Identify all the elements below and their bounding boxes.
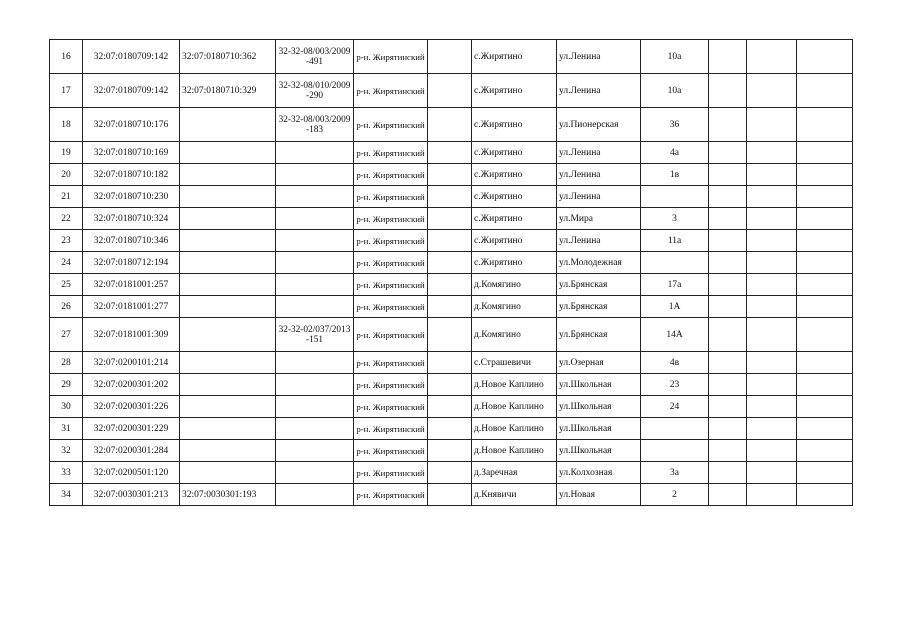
street-cell: ул.Ленина	[557, 186, 641, 208]
row-number-cell: 34	[50, 484, 83, 506]
cadastral-number-cell: 32:07:0200301:229	[83, 418, 180, 440]
empty-cell	[428, 274, 472, 296]
settlement-cell: с.Жирятино	[472, 74, 557, 108]
cadastral-number-cell: 32:07:0180709:142	[83, 40, 180, 74]
table-row	[50, 108, 853, 142]
settlement-cell: д.Новое Каплино	[472, 396, 557, 418]
empty-cell	[428, 208, 472, 230]
table-row	[50, 274, 853, 296]
cadastral-number-cell: 32:07:0181001:257	[83, 274, 180, 296]
row-number-cell: 19	[50, 142, 83, 164]
registration-number-cell	[276, 164, 354, 186]
table-row	[50, 484, 853, 506]
empty-cell	[747, 142, 797, 164]
empty-cell	[428, 108, 472, 142]
empty-cell	[428, 40, 472, 74]
district-cell: р-н. Жирятинский	[354, 396, 428, 418]
empty-cell	[709, 164, 747, 186]
row-number-cell: 22	[50, 208, 83, 230]
row-number-cell: 28	[50, 352, 83, 374]
cadastral-number-cell: 32:07:0200301:226	[83, 396, 180, 418]
empty-cell	[797, 296, 853, 318]
cadastral-number-cell: 32:07:0180710:346	[83, 230, 180, 252]
house-number-cell: 3	[641, 208, 709, 230]
house-number-cell: 24	[641, 396, 709, 418]
empty-cell	[709, 74, 747, 108]
empty-cell	[797, 352, 853, 374]
empty-cell	[797, 252, 853, 274]
settlement-cell: с.Жирятино	[472, 186, 557, 208]
empty-cell	[747, 296, 797, 318]
settlement-cell: д.Новое Каплино	[472, 418, 557, 440]
previous-cadastral-number-cell	[180, 440, 276, 462]
empty-cell	[747, 484, 797, 506]
empty-cell	[747, 186, 797, 208]
empty-cell	[428, 440, 472, 462]
settlement-cell: д.Комягино	[472, 296, 557, 318]
street-cell: ул.Школьная	[557, 418, 641, 440]
table-row	[50, 418, 853, 440]
empty-cell	[747, 352, 797, 374]
street-cell: ул.Брянская	[557, 318, 641, 352]
street-cell: ул.Брянская	[557, 274, 641, 296]
house-number-cell	[641, 418, 709, 440]
cadastral-number-cell: 32:07:0181001:309	[83, 318, 180, 352]
empty-cell	[709, 418, 747, 440]
row-number-cell: 25	[50, 274, 83, 296]
registration-number-cell	[276, 142, 354, 164]
empty-cell	[709, 296, 747, 318]
empty-cell	[797, 40, 853, 74]
empty-cell	[428, 352, 472, 374]
district-cell: р-н. Жирятинский	[354, 74, 428, 108]
street-cell: ул.Ленина	[557, 74, 641, 108]
cadastral-number-cell: 32:07:0180712:194	[83, 252, 180, 274]
registration-number-cell	[276, 462, 354, 484]
street-cell: ул.Пионерская	[557, 108, 641, 142]
house-number-cell: 11а	[641, 230, 709, 252]
empty-cell	[709, 108, 747, 142]
table-row	[50, 374, 853, 396]
registration-number-cell	[276, 374, 354, 396]
cadastral-number-cell: 32:07:0200101:214	[83, 352, 180, 374]
previous-cadastral-number-cell	[180, 108, 276, 142]
settlement-cell: д.Новое Каплино	[472, 440, 557, 462]
street-cell: ул.Колхозная	[557, 462, 641, 484]
cadastral-number-cell: 32:07:0200301:284	[83, 440, 180, 462]
empty-cell	[428, 374, 472, 396]
register-table-body	[50, 40, 853, 506]
cadastral-number-cell: 32:07:0200501:120	[83, 462, 180, 484]
settlement-cell: д.Княвичи	[472, 484, 557, 506]
row-number-cell: 29	[50, 374, 83, 396]
street-cell: ул.Новая	[557, 484, 641, 506]
empty-cell	[428, 74, 472, 108]
street-cell: ул.Молодежная	[557, 252, 641, 274]
empty-cell	[797, 230, 853, 252]
previous-cadastral-number-cell	[180, 164, 276, 186]
house-number-cell	[641, 252, 709, 274]
empty-cell	[797, 374, 853, 396]
row-number-cell: 23	[50, 230, 83, 252]
street-cell: ул.Ленина	[557, 40, 641, 74]
previous-cadastral-number-cell	[180, 186, 276, 208]
row-number-cell: 30	[50, 396, 83, 418]
table-row	[50, 74, 853, 108]
registration-number-cell: 32-32-02/037/2013-151	[276, 318, 354, 352]
district-cell: р-н. Жирятинский	[354, 418, 428, 440]
empty-cell	[709, 352, 747, 374]
previous-cadastral-number-cell	[180, 418, 276, 440]
settlement-cell: с.Жирятино	[472, 40, 557, 74]
house-number-cell: 10а	[641, 74, 709, 108]
empty-cell	[709, 230, 747, 252]
street-cell: ул.Озерная	[557, 352, 641, 374]
settlement-cell: с.Жирятино	[472, 164, 557, 186]
district-cell: р-н. Жирятинский	[354, 484, 428, 506]
registration-number-cell	[276, 186, 354, 208]
district-cell: р-н. Жирятинский	[354, 164, 428, 186]
table-row	[50, 440, 853, 462]
empty-cell	[747, 418, 797, 440]
previous-cadastral-number-cell: 32:07:0180710:362	[180, 40, 276, 74]
empty-cell	[747, 318, 797, 352]
table-row	[50, 318, 853, 352]
street-cell: ул.Школьная	[557, 374, 641, 396]
table-row	[50, 230, 853, 252]
street-cell: ул.Школьная	[557, 440, 641, 462]
registration-number-cell	[276, 296, 354, 318]
empty-cell	[709, 208, 747, 230]
previous-cadastral-number-cell	[180, 374, 276, 396]
cadastral-number-cell: 32:07:0180710:182	[83, 164, 180, 186]
house-number-cell: 36	[641, 108, 709, 142]
house-number-cell: 4а	[641, 142, 709, 164]
table-row	[50, 40, 853, 74]
district-cell: р-н. Жирятинский	[354, 462, 428, 484]
empty-cell	[797, 318, 853, 352]
empty-cell	[797, 108, 853, 142]
house-number-cell: 4в	[641, 352, 709, 374]
table-row	[50, 396, 853, 418]
table-row	[50, 142, 853, 164]
district-cell: р-н. Жирятинский	[354, 40, 428, 74]
house-number-cell: 3а	[641, 462, 709, 484]
settlement-cell: с.Жирятино	[472, 208, 557, 230]
empty-cell	[709, 186, 747, 208]
cadastral-number-cell: 32:07:0030301:213	[83, 484, 180, 506]
empty-cell	[709, 252, 747, 274]
empty-cell	[797, 186, 853, 208]
empty-cell	[709, 318, 747, 352]
empty-cell	[797, 396, 853, 418]
cadastral-number-cell: 32:07:0180710:169	[83, 142, 180, 164]
empty-cell	[709, 484, 747, 506]
registration-number-cell	[276, 440, 354, 462]
house-number-cell	[641, 440, 709, 462]
district-cell: р-н. Жирятинский	[354, 108, 428, 142]
previous-cadastral-number-cell: 32:07:0180710:329	[180, 74, 276, 108]
street-cell: ул.Ленина	[557, 164, 641, 186]
empty-cell	[747, 462, 797, 484]
empty-cell	[747, 108, 797, 142]
table-row	[50, 462, 853, 484]
table-row	[50, 164, 853, 186]
previous-cadastral-number-cell	[180, 296, 276, 318]
empty-cell	[747, 252, 797, 274]
district-cell: р-н. Жирятинский	[354, 208, 428, 230]
empty-cell	[709, 374, 747, 396]
row-number-cell: 33	[50, 462, 83, 484]
settlement-cell: с.Жирятино	[472, 230, 557, 252]
district-cell: р-н. Жирятинский	[354, 142, 428, 164]
empty-cell	[428, 164, 472, 186]
previous-cadastral-number-cell	[180, 318, 276, 352]
row-number-cell: 17	[50, 74, 83, 108]
empty-cell	[428, 230, 472, 252]
empty-cell	[709, 440, 747, 462]
registration-number-cell	[276, 274, 354, 296]
empty-cell	[797, 418, 853, 440]
settlement-cell: с.Жирятино	[472, 108, 557, 142]
registration-number-cell: 32-32-08/010/2009-290	[276, 74, 354, 108]
district-cell: р-н. Жирятинский	[354, 296, 428, 318]
house-number-cell: 1в	[641, 164, 709, 186]
registration-number-cell	[276, 352, 354, 374]
district-cell: р-н. Жирятинский	[354, 274, 428, 296]
street-cell: ул.Школьная	[557, 396, 641, 418]
empty-cell	[797, 274, 853, 296]
row-number-cell: 32	[50, 440, 83, 462]
registration-number-cell: 32-32-08/003/2009-183	[276, 108, 354, 142]
settlement-cell: с.Жирятино	[472, 252, 557, 274]
house-number-cell: 10а	[641, 40, 709, 74]
previous-cadastral-number-cell	[180, 352, 276, 374]
district-cell: р-н. Жирятинский	[354, 374, 428, 396]
empty-cell	[428, 186, 472, 208]
empty-cell	[428, 418, 472, 440]
row-number-cell: 18	[50, 108, 83, 142]
empty-cell	[747, 274, 797, 296]
settlement-cell: с.Страшевичи	[472, 352, 557, 374]
empty-cell	[797, 142, 853, 164]
empty-cell	[797, 462, 853, 484]
empty-cell	[709, 40, 747, 74]
district-cell: р-н. Жирятинский	[354, 318, 428, 352]
empty-cell	[747, 164, 797, 186]
row-number-cell: 20	[50, 164, 83, 186]
house-number-cell	[641, 186, 709, 208]
registration-number-cell: 32-32-08/003/2009-491	[276, 40, 354, 74]
property-register-table	[49, 39, 853, 506]
row-number-cell: 26	[50, 296, 83, 318]
cadastral-number-cell: 32:07:0200301:202	[83, 374, 180, 396]
street-cell: ул.Брянская	[557, 296, 641, 318]
row-number-cell: 31	[50, 418, 83, 440]
empty-cell	[797, 208, 853, 230]
previous-cadastral-number-cell	[180, 142, 276, 164]
previous-cadastral-number-cell: 32:07:0030301:193	[180, 484, 276, 506]
empty-cell	[797, 484, 853, 506]
empty-cell	[747, 40, 797, 74]
empty-cell	[747, 440, 797, 462]
settlement-cell: д.Комягино	[472, 318, 557, 352]
empty-cell	[747, 230, 797, 252]
previous-cadastral-number-cell	[180, 274, 276, 296]
district-cell: р-н. Жирятинский	[354, 440, 428, 462]
district-cell: р-н. Жирятинский	[354, 230, 428, 252]
empty-cell	[428, 296, 472, 318]
settlement-cell: д.Заречная	[472, 462, 557, 484]
house-number-cell: 1А	[641, 296, 709, 318]
empty-cell	[428, 142, 472, 164]
cadastral-number-cell: 32:07:0180710:176	[83, 108, 180, 142]
previous-cadastral-number-cell	[180, 208, 276, 230]
empty-cell	[747, 74, 797, 108]
registration-number-cell	[276, 230, 354, 252]
row-number-cell: 27	[50, 318, 83, 352]
empty-cell	[797, 440, 853, 462]
previous-cadastral-number-cell	[180, 230, 276, 252]
registration-number-cell	[276, 208, 354, 230]
house-number-cell: 2	[641, 484, 709, 506]
registration-number-cell	[276, 396, 354, 418]
empty-cell	[428, 396, 472, 418]
empty-cell	[797, 164, 853, 186]
row-number-cell: 21	[50, 186, 83, 208]
registration-number-cell	[276, 252, 354, 274]
cadastral-number-cell: 32:07:0180709:142	[83, 74, 180, 108]
empty-cell	[709, 462, 747, 484]
cadastral-number-cell: 32:07:0181001:277	[83, 296, 180, 318]
table-row	[50, 252, 853, 274]
settlement-cell: с.Жирятино	[472, 142, 557, 164]
empty-cell	[747, 208, 797, 230]
settlement-cell: д.Новое Каплино	[472, 374, 557, 396]
street-cell: ул.Мира	[557, 208, 641, 230]
settlement-cell: д.Комягино	[472, 274, 557, 296]
empty-cell	[797, 74, 853, 108]
cadastral-number-cell: 32:07:0180710:230	[83, 186, 180, 208]
registration-number-cell	[276, 484, 354, 506]
house-number-cell: 17а	[641, 274, 709, 296]
empty-cell	[747, 396, 797, 418]
district-cell: р-н. Жирятинский	[354, 252, 428, 274]
cadastral-number-cell: 32:07:0180710:324	[83, 208, 180, 230]
house-number-cell: 14А	[641, 318, 709, 352]
row-number-cell: 16	[50, 40, 83, 74]
row-number-cell: 24	[50, 252, 83, 274]
empty-cell	[709, 274, 747, 296]
empty-cell	[428, 252, 472, 274]
district-cell: р-н. Жирятинский	[354, 352, 428, 374]
empty-cell	[709, 142, 747, 164]
empty-cell	[428, 462, 472, 484]
district-cell: р-н. Жирятинский	[354, 186, 428, 208]
table-row	[50, 208, 853, 230]
empty-cell	[428, 318, 472, 352]
empty-cell	[428, 484, 472, 506]
empty-cell	[709, 396, 747, 418]
house-number-cell: 23	[641, 374, 709, 396]
empty-cell	[747, 374, 797, 396]
table-row	[50, 352, 853, 374]
previous-cadastral-number-cell	[180, 396, 276, 418]
previous-cadastral-number-cell	[180, 252, 276, 274]
registration-number-cell	[276, 418, 354, 440]
street-cell: ул.Ленина	[557, 230, 641, 252]
previous-cadastral-number-cell	[180, 462, 276, 484]
table-row	[50, 296, 853, 318]
table-row	[50, 186, 853, 208]
street-cell: ул.Ленина	[557, 142, 641, 164]
